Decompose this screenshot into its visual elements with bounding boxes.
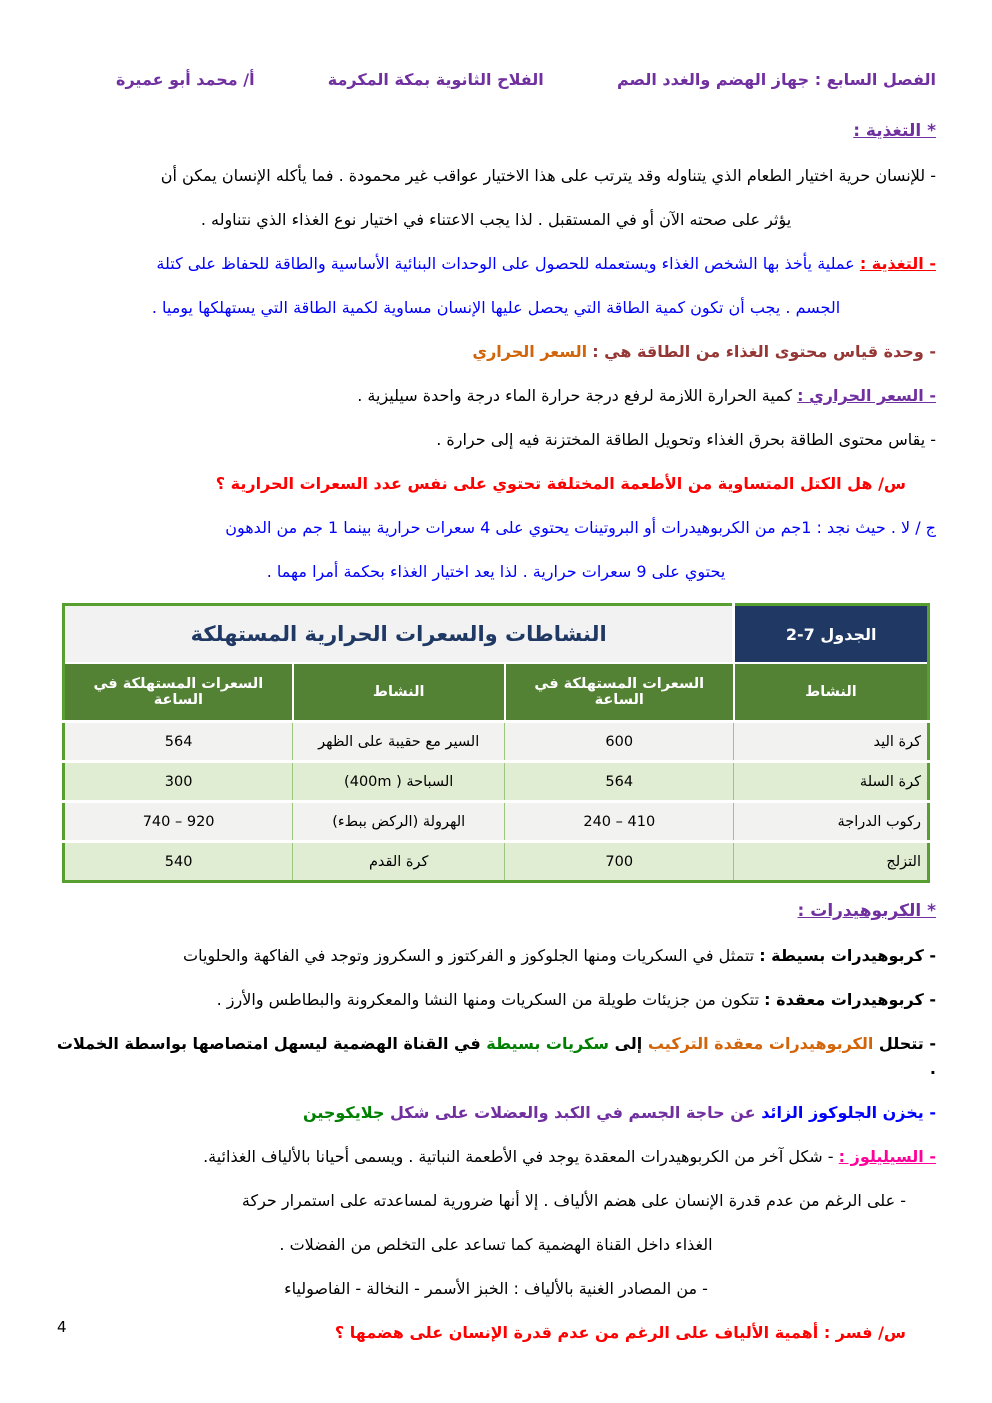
answer-line2-text: يحتوي على 9 سعرات حرارية . لذا يعد اختيار الغذاء بحكمة أمرا مهما .: [266, 562, 726, 581]
activity-cell: الهرولة (الركض ببطء): [293, 802, 505, 842]
col-header-activity-1: النشاط: [734, 663, 929, 722]
cellulose-line: [56, 1144, 936, 1169]
header-chapter-title: الفصل السابع : جهاز الهضم والغدد الصم: [617, 70, 936, 89]
calories-cell: 600: [505, 722, 734, 762]
calories-cell: 240 – 410: [505, 802, 734, 842]
answer-line1-text: ج / لا . حيث نجد : 1جم من الكربوهيدرات أو البروتينات يحتوي على 4 سعرات حرارية بينما 1 جم من الدهون: [225, 518, 936, 537]
intro-paragraph-line1: - للإنسان حرية اختيار الطعام الذي يتناوله وقد يترتب على هذا الاختيار عواقب غير محمودة . فما يأكله الإنسان يمكن أن: [160, 166, 936, 185]
calorie-definition-line: [56, 383, 936, 408]
header-school-name: الفلاح الثانوية بمكة المكرمة: [327, 70, 544, 89]
question-equal-masses-text: س/ هل الكتل المتساوية من الأطعمة المختلفة تحتوي على نفس عدد السعرات الحرارية ؟: [215, 474, 906, 493]
fiber-line2: الغذاء داخل القناة الهضمية كما تساعد على التخلص من الفضلات .: [279, 1235, 713, 1254]
calories-cell: 740 – 920: [64, 802, 293, 842]
activity-cell: كرة اليد: [734, 722, 929, 762]
energy-unit-label: - وحدة قياس محتوى الغذاء من الطاقة هي :: [592, 342, 936, 361]
table-header-row: [64, 663, 929, 722]
activity-cell: التزلج: [734, 842, 929, 882]
question-fiber-importance: [56, 1320, 936, 1345]
intro-paragraph-line2: يؤثر على صحته الآن أو في المستقبل . لذا يجب الاعتناء في اختيار نوع الغذاء الذي نتناوله .: [200, 210, 792, 229]
calorie-term: - السعر الحراري :: [797, 386, 936, 405]
cellulose-term: - السيليلوز :: [838, 1147, 936, 1166]
calorie-definition-text: كمية الحرارة اللازمة لرفع درجة حرارة الماء درجة واحدة سيليزية .: [357, 386, 793, 405]
calories-cell: 564: [505, 762, 734, 802]
nutrition-term: - التغذية :: [859, 254, 936, 273]
table-row: [64, 842, 929, 882]
section-heading-carbohydrates: [56, 899, 936, 924]
activity-cell: كرة السلة: [734, 762, 929, 802]
col-header-activity-2: النشاط: [293, 663, 505, 722]
calories-cell: 564: [64, 722, 293, 762]
activity-cell: السير مع حقيبة على الظهر: [293, 722, 505, 762]
energy-measure-line: - يقاس محتوى الطاقة بحرق الغذاء وتحويل الطاقة المختزنة فيه إلى حرارة .: [436, 430, 936, 449]
energy-unit-value: السعر الحراري: [472, 342, 588, 361]
page-number: 4: [57, 1318, 67, 1336]
nutrition-definition-line2: [56, 295, 936, 320]
simple-carbs-term: - كربوهيدرات بسيطة :: [759, 946, 936, 965]
calories-cell: 300: [64, 762, 293, 802]
section-heading-nutrition: [56, 119, 936, 144]
cellulose-text: - شكل آخر من الكربوهيدرات المعقدة يوجد في الأطعمة النباتية . ويسمى أحيانا بالألياف الغذائية.: [203, 1147, 834, 1166]
simple-carbs-text: تتمثل في السكريات ومنها الجلوكوز و الفركتوز و السكروز وتوجد في الفاكهة والحلويات: [183, 946, 755, 965]
table-row: [64, 762, 929, 802]
col-header-calories-2: السعرات المستهلكة في الساعة: [64, 663, 293, 722]
table-number-label: الجدول 7-2: [734, 605, 929, 664]
energy-unit-line: [56, 339, 936, 364]
activity-cell: السباحة ( 400m): [293, 762, 505, 802]
header-teacher-name: أ/ محمد أبو عميرة: [116, 70, 255, 89]
fiber-sources-line: - من المصادر الغنية بالألياف : الخبز الأسمر - النخالة - الفاصولياء: [284, 1279, 708, 1298]
question-equal-masses: [56, 471, 936, 496]
complex-carbs-term: - كربوهيدرات معقدة :: [764, 990, 936, 1009]
glucose-storage-line: [56, 1100, 936, 1125]
nutrition-definition-text2: الجسم . يجب أن تكون كمية الطاقة التي يحصل عليها الإنسان مساوية لكمية الطاقة التي يستهلكها يوميا .: [151, 298, 841, 317]
breakdown-seg2: الكربوهيدرات معقدة التركيب: [647, 1034, 874, 1053]
table-title-row: [64, 605, 929, 664]
carbs-breakdown-line: [56, 1031, 936, 1081]
breakdown-seg1: - تتحلل: [878, 1034, 936, 1053]
col-header-calories-1: السعرات المستهلكة في الساعة: [505, 663, 734, 722]
activities-calories-table: [62, 603, 930, 883]
answer-line2: [56, 559, 936, 584]
table-row: [64, 722, 929, 762]
fiber-line1: - على الرغم من عدم قدرة الإنسان على هضم الألياف . إلا أنها ضرورية لمساعدته على استمرار حركة: [241, 1191, 906, 1210]
activities-table-wrapper: [62, 603, 930, 883]
question-fiber-text: س/ فسر : أهمية الألياف على الرغم من عدم قدرة الإنسان على هضمها ؟: [334, 1323, 906, 1342]
carbs-heading-text: * الكربوهيدرات :: [797, 901, 936, 921]
activity-cell: كرة القدم: [293, 842, 505, 882]
page-header: [56, 70, 936, 89]
nutrition-heading-text: * التغذية :: [853, 121, 936, 141]
activity-cell: ركوب الدراجة: [734, 802, 929, 842]
answer-line1: [56, 515, 936, 540]
storage-seg1: - يخزن الجلوكوز الزائد: [761, 1103, 936, 1122]
breakdown-seg3: إلى: [614, 1034, 643, 1053]
calories-cell: 700: [505, 842, 734, 882]
nutrition-definition-line1: [56, 251, 936, 276]
complex-carbs-text: تتكون من جزيئات طويلة من السكريات ومنها النشا والمعكرونة والبطاطس والأرز .: [216, 990, 760, 1009]
complex-carbs-line: [56, 987, 936, 1012]
table-title: النشاطات والسعرات الحرارية المستهلكة: [64, 605, 734, 664]
nutrition-definition-text: عملية يأخذ بها الشخص الغذاء ويستعمله للحصول على الوحدات البنائية الأساسية والطاقة للحفاظ على كتلة: [156, 254, 855, 273]
table-row: [64, 802, 929, 842]
storage-seg2: عن حاجة الجسم في الكبد والعضلات على شكل: [390, 1103, 756, 1122]
breakdown-seg4: سكريات بسيطة: [486, 1034, 610, 1053]
calories-cell: 540: [64, 842, 293, 882]
breakdown-seg5: في القناة الهضمية ليسهل امتصاصها بواسطة الخملات .: [56, 1034, 936, 1078]
simple-carbs-line: [56, 943, 936, 968]
storage-seg3: جلايكوجين: [302, 1103, 385, 1122]
